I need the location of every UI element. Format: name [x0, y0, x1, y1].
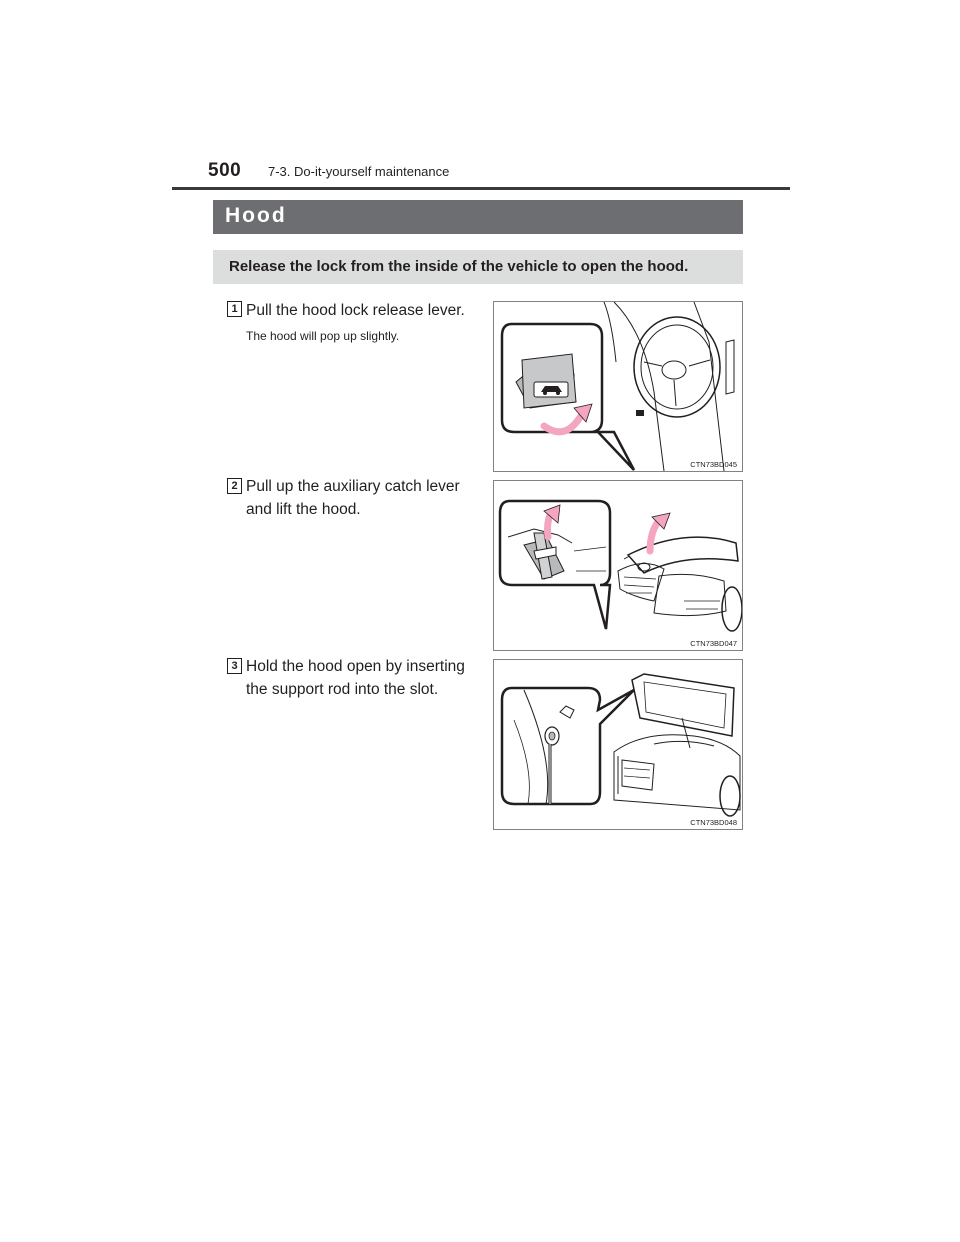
- step-number-2: 2: [227, 478, 242, 494]
- hood-release-illustration: [494, 302, 742, 471]
- figure-auxiliary-catch-lever: [493, 480, 743, 651]
- section-title: 7-3. Do-it-yourself maintenance: [268, 164, 450, 179]
- figure-code-2: CTN73BD047: [690, 639, 737, 648]
- figure-code-1: CTN73BD045: [690, 460, 737, 469]
- step-number-1: 1: [227, 301, 242, 317]
- figure-hood-release-lever: [493, 301, 743, 472]
- step-3-text: Hold the hood open by inserting the support rod into the slot.: [246, 658, 465, 698]
- title-bar: [213, 200, 743, 234]
- step-1-note: The hood will pop up slightly.: [246, 329, 400, 343]
- intro-text: Release the lock from the inside of the vehicle to open the hood.: [229, 258, 689, 275]
- support-rod-illustration: [494, 660, 742, 829]
- figure-support-rod: [493, 659, 743, 830]
- figure-code-3: CTN73BD048: [690, 818, 737, 827]
- header-rule: [172, 187, 790, 190]
- auxiliary-catch-illustration: [494, 481, 742, 650]
- intro-bar: [213, 250, 743, 284]
- page-title: Hood: [225, 204, 287, 227]
- step-1-text: Pull the hood lock release lever.: [246, 302, 465, 319]
- page-number: 500: [208, 160, 242, 181]
- step-2-text: Pull up the auxiliary catch lever and lift the hood.: [246, 478, 460, 518]
- step-number-3: 3: [227, 658, 242, 674]
